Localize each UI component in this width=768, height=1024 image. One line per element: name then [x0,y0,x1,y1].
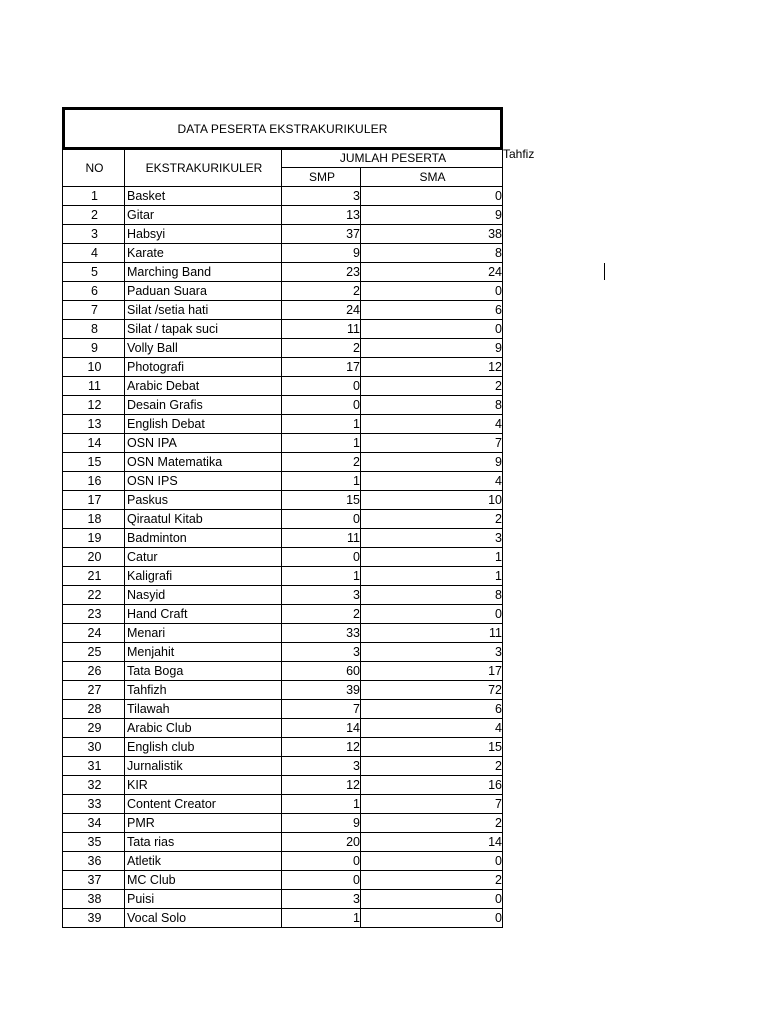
cell-no[interactable]: 35 [63,833,125,852]
cell-sma[interactable]: 10 [361,491,503,510]
cell-sma[interactable]: 0 [361,605,503,624]
cell-sma[interactable]: 12 [361,358,503,377]
cell-no[interactable]: 8 [63,320,125,339]
table-row [63,624,503,643]
table-row [63,681,503,700]
cell-no[interactable]: 36 [63,852,125,871]
cell-sma[interactable]: 2 [361,377,503,396]
table-row [63,225,503,244]
table-row [63,320,503,339]
cell-ekstrakurikuler[interactable]: Silat / tapak suci [125,320,282,339]
cell-smp[interactable]: 20 [282,833,361,852]
text-cursor [604,263,605,280]
cell-smp[interactable]: 0 [282,852,361,871]
cell-smp[interactable]: 0 [282,510,361,529]
cell-no[interactable]: 30 [63,738,125,757]
cell-ekstrakurikuler[interactable]: Basket [125,187,282,206]
table-row [63,548,503,567]
cell-smp[interactable]: 12 [282,738,361,757]
cell-smp[interactable]: 1 [282,795,361,814]
cell-no[interactable]: 31 [63,757,125,776]
cell-smp[interactable]: 0 [282,396,361,415]
cell-no[interactable]: 19 [63,529,125,548]
cell-smp[interactable]: 3 [282,187,361,206]
table-row [63,776,503,795]
cell-no[interactable]: 17 [63,491,125,510]
cell-no[interactable]: 24 [63,624,125,643]
cell-ekstrakurikuler[interactable]: OSN Matematika [125,453,282,472]
cell-ekstrakurikuler[interactable]: Tahfizh [125,681,282,700]
cell-smp[interactable]: 0 [282,871,361,890]
cell-ekstrakurikuler[interactable]: Menjahit [125,643,282,662]
cell-ekstrakurikuler[interactable]: MC Club [125,871,282,890]
cell-sma[interactable]: 0 [361,852,503,871]
cell-smp[interactable]: 3 [282,890,361,909]
cell-ekstrakurikuler[interactable]: OSN IPS [125,472,282,491]
cell-no[interactable]: 1 [63,187,125,206]
cell-no[interactable]: 10 [63,358,125,377]
cell-sma[interactable]: 1 [361,548,503,567]
header-row-1 [63,149,503,168]
cell-no[interactable]: 34 [63,814,125,833]
cell-sma[interactable]: 2 [361,871,503,890]
cell-ekstrakurikuler[interactable]: Paduan Suara [125,282,282,301]
cell-smp[interactable]: 2 [282,453,361,472]
cell-no[interactable]: 21 [63,567,125,586]
table-row [63,890,503,909]
cell-ekstrakurikuler[interactable]: OSN IPA [125,434,282,453]
cell-sma[interactable]: 3 [361,529,503,548]
cell-ekstrakurikuler[interactable]: Desain Grafis [125,396,282,415]
cell-no[interactable]: 28 [63,700,125,719]
header-jumlah-peserta[interactable]: JUMLAH PESERTA [282,149,503,168]
cell-smp[interactable]: 9 [282,244,361,263]
cell-ekstrakurikuler[interactable]: Photografi [125,358,282,377]
cell-no[interactable]: 37 [63,871,125,890]
cell-smp[interactable]: 0 [282,548,361,567]
cell-ekstrakurikuler[interactable]: Tilawah [125,700,282,719]
cell-no[interactable]: 25 [63,643,125,662]
cell-smp[interactable]: 9 [282,814,361,833]
cell-no[interactable]: 26 [63,662,125,681]
cell-smp[interactable]: 33 [282,624,361,643]
table-row [63,339,503,358]
cell-sma[interactable]: 24 [361,263,503,282]
cell-ekstrakurikuler[interactable]: Hand Craft [125,605,282,624]
cell-ekstrakurikuler[interactable]: Menari [125,624,282,643]
cell-sma[interactable]: 2 [361,757,503,776]
cell-smp[interactable]: 60 [282,662,361,681]
cell-sma[interactable]: 9 [361,339,503,358]
cell-smp[interactable]: 2 [282,282,361,301]
table-row [63,852,503,871]
table-title[interactable] [62,107,503,150]
header-no[interactable]: NO [63,149,125,187]
header-sma[interactable]: SMA [361,168,503,187]
table-row [63,567,503,586]
table-row [63,472,503,491]
cell-ekstrakurikuler[interactable]: Tata rias [125,833,282,852]
cell-smp[interactable]: 1 [282,909,361,928]
cell-no[interactable]: 9 [63,339,125,358]
cell-ekstrakurikuler[interactable]: Volly Ball [125,339,282,358]
header-ekstrakurikuler[interactable]: EKSTRAKURIKULER [125,149,282,187]
side-note-cell[interactable]: Tahfiz [503,147,535,161]
cell-ekstrakurikuler[interactable]: Tata Boga [125,662,282,681]
cell-sma[interactable]: 0 [361,187,503,206]
cell-no[interactable]: 2 [63,206,125,225]
cell-sma[interactable]: 6 [361,700,503,719]
cell-sma[interactable]: 1 [361,567,503,586]
cell-ekstrakurikuler[interactable]: PMR [125,814,282,833]
participants-table [62,148,503,928]
cell-sma[interactable]: 38 [361,225,503,244]
cell-sma[interactable]: 0 [361,320,503,339]
cell-sma[interactable]: 8 [361,396,503,415]
cell-ekstrakurikuler[interactable]: Habsyi [125,225,282,244]
cell-smp[interactable]: 12 [282,776,361,795]
cell-smp[interactable]: 14 [282,719,361,738]
table-row [63,662,503,681]
table-row [63,434,503,453]
cell-sma[interactable]: 17 [361,662,503,681]
table-row [63,377,503,396]
cell-sma[interactable]: 4 [361,472,503,491]
table-row [63,491,503,510]
cell-sma[interactable]: 2 [361,814,503,833]
cell-smp[interactable]: 2 [282,605,361,624]
table-row [63,510,503,529]
cell-no[interactable]: 23 [63,605,125,624]
table-row [63,358,503,377]
cell-sma[interactable]: 8 [361,244,503,263]
cell-no[interactable]: 32 [63,776,125,795]
cell-smp[interactable]: 11 [282,320,361,339]
cell-ekstrakurikuler[interactable]: Jurnalistik [125,757,282,776]
cell-smp[interactable]: 13 [282,206,361,225]
cell-no[interactable]: 29 [63,719,125,738]
cell-sma[interactable]: 0 [361,890,503,909]
cell-smp[interactable]: 1 [282,415,361,434]
cell-sma[interactable]: 14 [361,833,503,852]
cell-ekstrakurikuler[interactable]: Arabic Debat [125,377,282,396]
cell-ekstrakurikuler[interactable]: Badminton [125,529,282,548]
cell-smp[interactable]: 3 [282,586,361,605]
cell-ekstrakurikuler[interactable]: Catur [125,548,282,567]
cell-sma[interactable]: 0 [361,909,503,928]
table-row [63,909,503,928]
table-row [63,244,503,263]
cell-ekstrakurikuler[interactable]: English club [125,738,282,757]
table-row [63,206,503,225]
cell-sma[interactable]: 11 [361,624,503,643]
table-row [63,738,503,757]
cell-no[interactable]: 4 [63,244,125,263]
cell-ekstrakurikuler[interactable]: KIR [125,776,282,795]
cell-smp[interactable]: 17 [282,358,361,377]
cell-no[interactable]: 6 [63,282,125,301]
table-row [63,263,503,282]
cell-sma[interactable]: 8 [361,586,503,605]
table-row [63,814,503,833]
cell-ekstrakurikuler[interactable]: Arabic Club [125,719,282,738]
table-title-text: DATA PESERTA EKSTRAKURIKULER [177,121,388,136]
cell-no[interactable]: 11 [63,377,125,396]
cell-smp[interactable]: 37 [282,225,361,244]
cell-sma[interactable]: 0 [361,282,503,301]
table-row [63,719,503,738]
cell-no[interactable]: 3 [63,225,125,244]
cell-smp[interactable]: 2 [282,339,361,358]
cell-sma[interactable]: 9 [361,453,503,472]
cell-sma[interactable]: 4 [361,415,503,434]
cell-smp[interactable]: 3 [282,643,361,662]
cell-no[interactable]: 12 [63,396,125,415]
cell-ekstrakurikuler[interactable]: Kaligrafi [125,567,282,586]
cell-ekstrakurikuler[interactable]: Vocal Solo [125,909,282,928]
cell-ekstrakurikuler[interactable]: Karate [125,244,282,263]
cell-no[interactable]: 33 [63,795,125,814]
table-row [63,282,503,301]
cell-ekstrakurikuler[interactable]: Nasyid [125,586,282,605]
cell-sma[interactable]: 16 [361,776,503,795]
cell-no[interactable]: 18 [63,510,125,529]
table-row [63,871,503,890]
cell-sma[interactable]: 15 [361,738,503,757]
cell-ekstrakurikuler[interactable]: Silat /setia hati [125,301,282,320]
cell-no[interactable]: 14 [63,434,125,453]
cell-sma[interactable]: 6 [361,301,503,320]
cell-sma[interactable]: 9 [361,206,503,225]
table-row [63,301,503,320]
table-row [63,605,503,624]
cell-no[interactable]: 13 [63,415,125,434]
cell-smp[interactable]: 1 [282,434,361,453]
table-row [63,453,503,472]
cell-no[interactable]: 38 [63,890,125,909]
cell-sma[interactable]: 3 [361,643,503,662]
table-row [63,529,503,548]
cell-smp[interactable]: 39 [282,681,361,700]
table-row [63,586,503,605]
table-row [63,643,503,662]
table-row [63,833,503,852]
table-row [63,700,503,719]
table-row [63,757,503,776]
cell-smp[interactable]: 11 [282,529,361,548]
cell-sma[interactable]: 7 [361,434,503,453]
cell-smp[interactable]: 0 [282,377,361,396]
cell-ekstrakurikuler[interactable]: Qiraatul Kitab [125,510,282,529]
cell-no[interactable]: 39 [63,909,125,928]
table-row [63,415,503,434]
header-smp[interactable]: SMP [282,168,361,187]
table-row [63,396,503,415]
cell-ekstrakurikuler[interactable]: English Debat [125,415,282,434]
cell-ekstrakurikuler[interactable]: Paskus [125,491,282,510]
cell-no[interactable]: 5 [63,263,125,282]
cell-no[interactable]: 15 [63,453,125,472]
cell-sma[interactable]: 4 [361,719,503,738]
cell-no[interactable]: 7 [63,301,125,320]
cell-ekstrakurikuler[interactable]: Content Creator [125,795,282,814]
cell-sma[interactable]: 7 [361,795,503,814]
table-row [63,795,503,814]
cell-ekstrakurikuler[interactable]: Atletik [125,852,282,871]
cell-smp[interactable]: 1 [282,567,361,586]
cell-smp[interactable]: 24 [282,301,361,320]
cell-smp[interactable]: 15 [282,491,361,510]
cell-smp[interactable]: 23 [282,263,361,282]
cell-ekstrakurikuler[interactable]: Puisi [125,890,282,909]
cell-smp[interactable]: 3 [282,757,361,776]
cell-smp[interactable]: 7 [282,700,361,719]
cell-no[interactable]: 20 [63,548,125,567]
cell-sma[interactable]: 2 [361,510,503,529]
cell-no[interactable]: 16 [63,472,125,491]
table-row [63,187,503,206]
cell-smp[interactable]: 1 [282,472,361,491]
cell-sma[interactable]: 72 [361,681,503,700]
cell-no[interactable]: 22 [63,586,125,605]
cell-no[interactable]: 27 [63,681,125,700]
cell-ekstrakurikuler[interactable]: Marching Band [125,263,282,282]
cell-ekstrakurikuler[interactable]: Gitar [125,206,282,225]
